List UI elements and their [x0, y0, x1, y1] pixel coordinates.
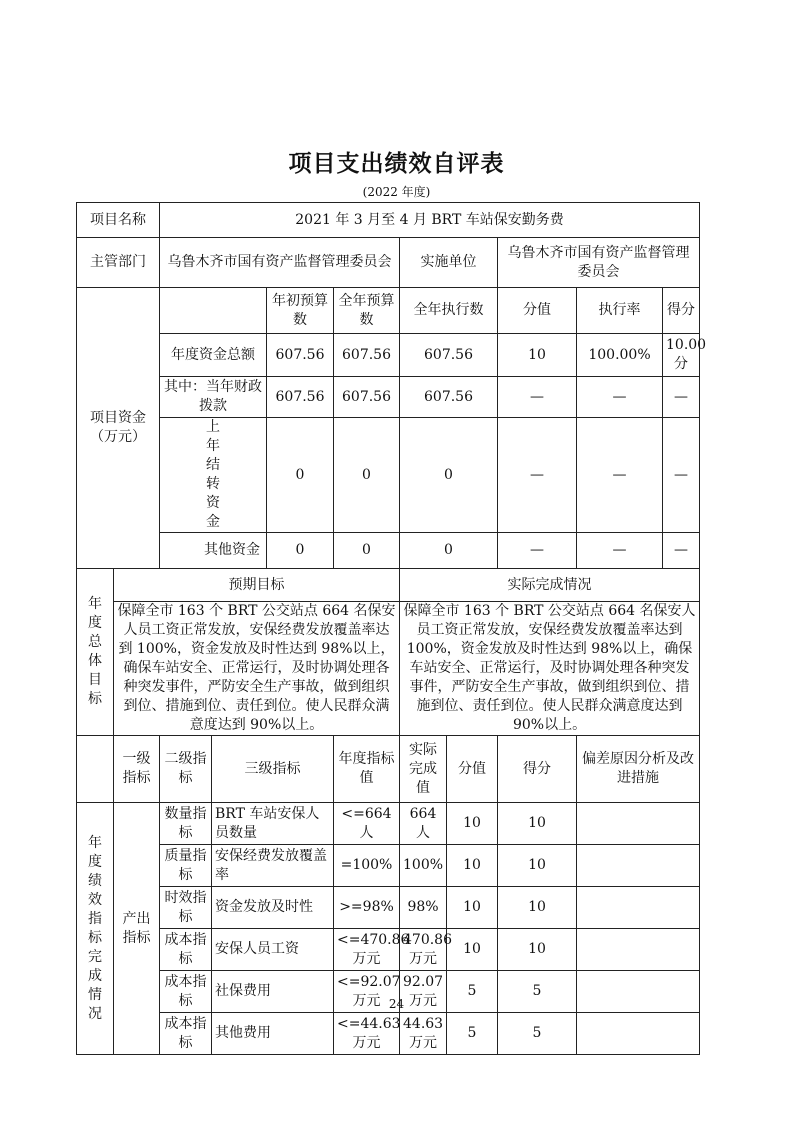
indicators-section-label: 年度绩效指标完成情况 [77, 803, 114, 1055]
funds-annual-budget: 607.56 [334, 377, 400, 418]
funds-initial-budget: 607.56 [267, 334, 334, 377]
funds-executed: 607.56 [400, 377, 498, 418]
indicator-score: 5 [498, 971, 577, 1013]
funds-annual-budget: 607.56 [334, 334, 400, 377]
indicator-target: >=98% [334, 887, 400, 929]
funds-initial-budget: 0 [267, 533, 334, 569]
indicator-row [77, 929, 700, 971]
indicator-target: <=664 人 [334, 803, 400, 845]
indicator-actual: 100% [400, 845, 447, 887]
page-number: 24 [388, 997, 405, 1011]
indicators-header-level3: 三级指标 [212, 736, 334, 803]
indicator-score: 10 [498, 845, 577, 887]
indicator-level2: 时效指标 [160, 887, 212, 929]
indicator-target: <=44.63 万元 [334, 1013, 400, 1055]
funds-header-initial-budget: 年初预算数 [267, 288, 334, 334]
funds-header-row [77, 288, 700, 334]
funds-annual-budget: 0 [334, 418, 400, 533]
indicator-score-value: 10 [447, 887, 498, 929]
department-row [77, 238, 700, 288]
project-name-value: 2021 年 3 月至 4 月 BRT 车站保安勤务费 [160, 203, 700, 238]
funds-execution-rate: — [577, 533, 663, 569]
funds-row-fiscal [77, 377, 700, 418]
funds-annual-budget: 0 [334, 533, 400, 569]
indicator-row [77, 1013, 700, 1055]
indicator-level3: 其他费用 [212, 1013, 334, 1055]
goals-label: 年度总体目标 [77, 569, 114, 736]
indicator-score-value: 10 [447, 929, 498, 971]
indicator-level3: BRT 车站安保人员数量 [212, 803, 334, 845]
indicator-row [77, 845, 700, 887]
indicator-actual: 92.07 万元 [400, 971, 447, 1013]
funds-executed: 607.56 [400, 334, 498, 377]
funds-header-execution-rate: 执行率 [577, 288, 663, 334]
indicator-actual: 664 人 [400, 803, 447, 845]
project-name-label: 项目名称 [77, 203, 160, 238]
funds-executed: 0 [400, 418, 498, 533]
indicator-level3: 安保经费发放覆盖率 [212, 845, 334, 887]
funds-execution-rate: 100.00% [577, 334, 663, 377]
indicator-actual: 44.63 万元 [400, 1013, 447, 1055]
funds-header-executed: 全年执行数 [400, 288, 498, 334]
funds-executed: 0 [400, 533, 498, 569]
indicator-deviation-note [577, 803, 700, 845]
funds-header-annual-budget: 全年预算数 [334, 288, 400, 334]
indicator-score-value: 10 [447, 845, 498, 887]
funds-header-score-value: 分值 [498, 288, 577, 334]
funds-row-other [77, 533, 700, 569]
indicator-level1: 产出指标 [114, 803, 160, 1055]
funds-row-total [77, 334, 700, 377]
indicator-level2: 数量指标 [160, 803, 212, 845]
indicator-target: <=92.07 万元 [334, 971, 400, 1013]
indicator-row [77, 803, 700, 845]
funds-header-score: 得分 [663, 288, 700, 334]
indicator-actual: 98% [400, 887, 447, 929]
indicators-header-actual: 实际完成值 [400, 736, 447, 803]
funds-label: 项目资金（万元） [77, 288, 160, 569]
indicator-deviation-note [577, 1013, 700, 1055]
funds-row-label: 其中：当年财政拨款 [160, 377, 267, 418]
funds-score-value: — [498, 533, 577, 569]
funds-row-carryover [77, 418, 700, 533]
indicator-target: =100% [334, 845, 400, 887]
funds-score: 10.00 分 [663, 334, 700, 377]
indicators-header-level1: 一级指标 [114, 736, 160, 803]
page-title: 项目支出绩效自评表 [288, 151, 505, 177]
indicator-deviation-note [577, 845, 700, 887]
funds-score: — [663, 377, 700, 418]
expected-goal-label: 预期目标 [114, 569, 400, 602]
funds-score: — [663, 533, 700, 569]
indicator-score: 10 [498, 929, 577, 971]
indicator-score: 10 [498, 803, 577, 845]
implementing-unit-label: 实施单位 [400, 238, 498, 288]
actual-result-text: 保障全市 163 个 BRT 公交站点 664 名保安人员工资正常发放，安保经费发放覆盖率达到 100%，资金发放及时性达到 98%以上，确保车站安全、正常运行，及时协调处理各种突发事件，严防安全生产事故，做到组织到位、措施到位、责任到位。使人民群众满意度达到 90%以上。 [400, 602, 700, 736]
funds-initial-budget: 607.56 [267, 377, 334, 418]
indicator-target: <=470.86 万元 [334, 929, 400, 971]
indicators-header-row [77, 736, 700, 803]
funds-row-label: 年度资金总额 [160, 334, 267, 377]
indicator-score: 5 [498, 1013, 577, 1055]
goals-text-row [77, 602, 700, 736]
indicator-score-value: 10 [447, 803, 498, 845]
self-evaluation-table [76, 202, 707, 1055]
funds-score-value: 10 [498, 334, 577, 377]
indicator-level2: 成本指标 [160, 1013, 212, 1055]
fiscal-year: (2022 年度) [362, 185, 431, 199]
indicator-deviation-note [577, 887, 700, 929]
goals-header-row [77, 569, 700, 602]
indicator-level3: 资金发放及时性 [212, 887, 334, 929]
actual-result-label: 实际完成情况 [400, 569, 700, 602]
funds-execution-rate: — [577, 377, 663, 418]
department-value: 乌鲁木齐市国有资产监督管理委员会 [160, 238, 400, 288]
indicator-score: 10 [498, 887, 577, 929]
implementing-unit-value: 乌鲁木齐市国有资产监督管理委员会 [498, 238, 700, 288]
indicator-row [77, 887, 700, 929]
indicator-score-value: 5 [447, 1013, 498, 1055]
indicators-corner-blank [77, 736, 114, 803]
indicator-deviation-note [577, 929, 700, 971]
funds-execution-rate: — [577, 418, 663, 533]
department-label: 主管部门 [77, 238, 160, 288]
funds-row-label: 上年结转资金 [160, 418, 267, 533]
indicator-level2: 质量指标 [160, 845, 212, 887]
indicator-level2: 成本指标 [160, 971, 212, 1013]
funds-corner-blank [160, 288, 267, 334]
indicator-actual: 470.86 万元 [400, 929, 447, 971]
indicators-header-score: 得分 [498, 736, 577, 803]
indicator-level3: 安保人员工资 [212, 929, 334, 971]
funds-row-label: 其他资金 [160, 533, 267, 569]
indicator-level3: 社保费用 [212, 971, 334, 1013]
indicators-header-target: 年度指标值 [334, 736, 400, 803]
indicators-header-deviation: 偏差原因分析及改进措施 [577, 736, 700, 803]
funds-score: — [663, 418, 700, 533]
indicators-header-score-value: 分值 [447, 736, 498, 803]
project-name-row [77, 203, 700, 238]
indicator-level2: 成本指标 [160, 929, 212, 971]
expected-goal-text: 保障全市 163 个 BRT 公交站点 664 名保安人员工资正常发放，安保经费发放覆盖率达到 100%，资金发放及时性达到 98%以上，确保车站安全、正常运行，及时协调处理各种突发事件，严防安全生产事故，做到组织到位、措施到位、责任到位。使人民群众满意度达到 90%以上。 [114, 602, 400, 736]
indicators-header-level2: 二级指标 [160, 736, 212, 803]
funds-score-value: — [498, 377, 577, 418]
funds-score-value: — [498, 418, 577, 533]
indicator-score-value: 5 [447, 971, 498, 1013]
funds-initial-budget: 0 [267, 418, 334, 533]
